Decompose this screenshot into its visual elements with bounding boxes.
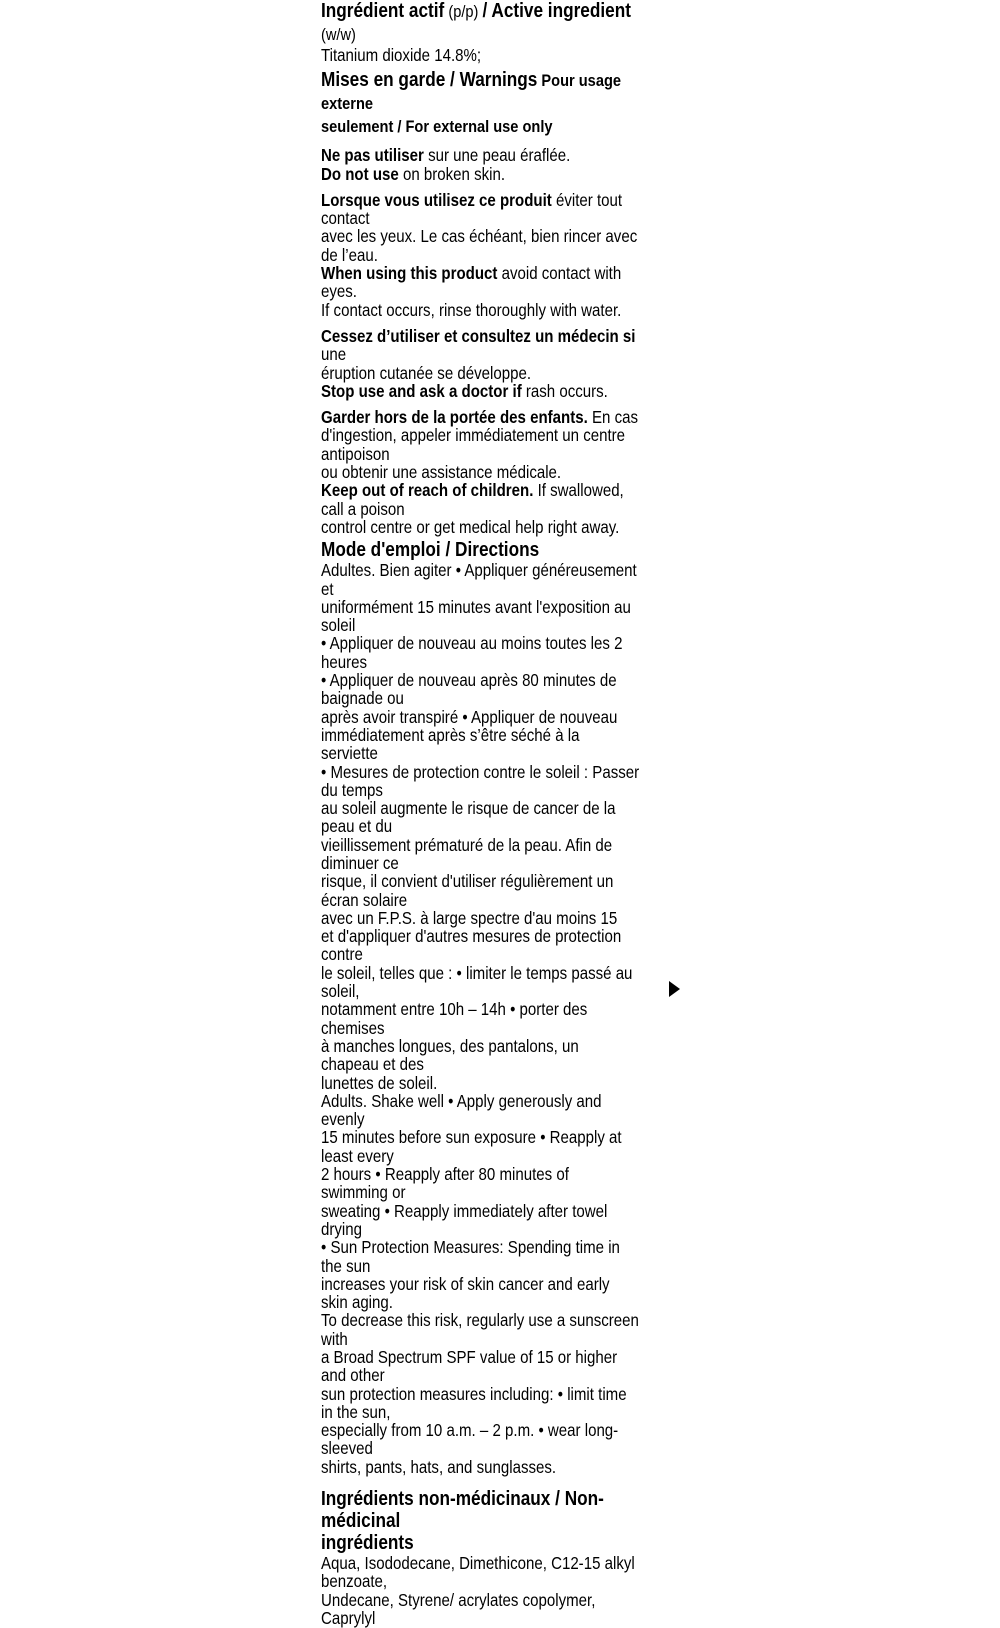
directions-line: après avoir transpiré • Appliquer de nouveau — [321, 706, 618, 727]
directions-line: • Sun Protection Measures: Spending time in the sun — [321, 1237, 620, 1276]
directions-line: risque, il convient d'utiliser régulièrement un écran solaire — [321, 871, 614, 910]
directions-line: 15 minutes before sun exposure • Reapply at least every — [321, 1127, 622, 1166]
warnings-heading: Mises en garde / Warnings Pour usage externe seulement / For external use only — [321, 69, 622, 137]
directions-line: au soleil augmente le risque de cancer de la peau et du — [321, 798, 616, 837]
product-label-panel — [321, 0, 639, 1627]
directions-line: • Appliquer de nouveau au moins toutes les 2 heures — [321, 633, 623, 672]
directions-line: uniformément 15 minutes avant l'exposition au soleil — [321, 596, 631, 636]
directions-line: • Appliquer de nouveau après 80 minutes de baignade ou — [321, 670, 617, 709]
directions-line: especially from 10 a.m. – 2 p.m. • wear long-sleeved — [321, 1420, 619, 1459]
directions-line: à manches longues, des pantalons, un chapeau et des — [321, 1035, 579, 1075]
directions-line: sun protection measures including: • limit time in the sun, — [321, 1383, 627, 1422]
warning-when-using: Lorsque vous utilisez ce produit éviter tout contact avec les yeux. Le cas échéant, bien rincer avec de l’eau. When using this product avoid contact with eyes. If contact occurs, rinse thoroughly with water. — [321, 189, 638, 320]
non-medicinal-text — [321, 1554, 639, 1627]
directions-line: sweating • Reapply immediately after towel drying — [321, 1200, 608, 1239]
directions-line: a Broad Spectrum SPF value of 15 or higher and other — [321, 1347, 618, 1386]
directions-text — [321, 561, 639, 1476]
directions-line: increases your risk of skin cancer and early skin aging. — [321, 1273, 610, 1313]
directions-heading: Mode d'emploi / Directions — [321, 539, 540, 562]
directions-line: Adults. Shake well • Apply generously and evenly — [321, 1090, 602, 1130]
warning-keep-out-of-reach: Garder hors de la portée des enfants. En cas d'ingestion, appeler immédiatement un centre antipoison ou obtenir une assistance médicale. Keep out of reach of children. If swallowed, call a poison control centre or get medical help right away. — [321, 407, 639, 537]
non-medicinal-heading: Ingrédients non-médicinaux / Non-médicinal ingrédients — [321, 1488, 604, 1555]
directions-line: Adultes. Bien agiter • Appliquer généreusement et — [321, 560, 637, 599]
active-ingredient-value: Titanium dioxide 14.8%; — [321, 45, 482, 65]
directions-line: lunettes de soleil. — [321, 1072, 438, 1093]
directions-line: • Mesures de protection contre le soleil : Passer du temps — [321, 761, 640, 800]
directions-line: notamment entre 10h – 14h • porter des chemises — [321, 999, 588, 1038]
ingredient-line: Aqua, Isododecane, Dimethicone, C12-15 alkyl benzoate, — [321, 1553, 635, 1592]
directions-line: vieillissement prématuré de la peau. Afin de diminuer ce — [321, 834, 613, 873]
directions-line: immédiatement après s’être séché à la serviette — [321, 724, 580, 764]
warning-broken-skin: Ne pas utiliser sur une peau éraflée. Do not use on broken skin. — [321, 145, 571, 184]
directions-line: le soleil, telles que : • limiter le temps passé au soleil, — [321, 962, 633, 1002]
ingredient-line: Undecane, Styrene/ acrylates copolymer, Caprylyl — [321, 1589, 596, 1628]
directions-line: shirts, pants, hats, and sunglasses. — [321, 1456, 557, 1477]
active-ingredient-heading: Ingrédient actif (p/p) / Active ingredient (w/w) — [321, 0, 631, 44]
directions-line: To decrease this risk, regularly use a sunscreen with — [321, 1310, 639, 1349]
directions-line: 2 hours • Reapply after 80 minutes of swimming or — [321, 1164, 569, 1203]
directions-line: et d'appliquer d'autres mesures de protection contre — [321, 926, 622, 965]
continue-arrow-icon — [669, 981, 680, 997]
directions-line: avec un F.P.S. à large spectre d'au moins 15 — [321, 907, 618, 928]
warning-stop-use: Cessez d’utiliser et consultez un médecin si une éruption cutanée se développe. Stop use and ask a doctor if rash occurs. — [321, 325, 636, 401]
